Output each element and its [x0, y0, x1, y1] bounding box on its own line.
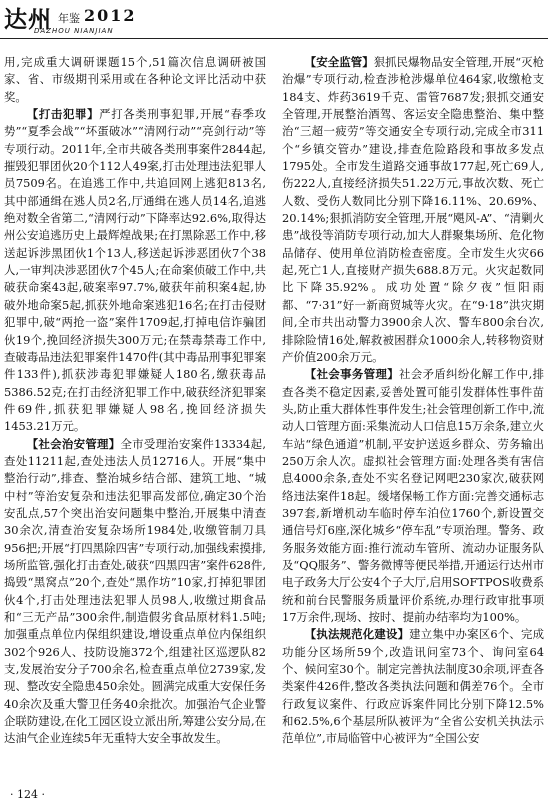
section-heading: 【社会事务管理】 [304, 367, 400, 382]
section-heading: 【安全监管】 [304, 55, 374, 69]
yearbook-title: 达州 [4, 7, 52, 33]
page-header [0, 0, 548, 46]
paragraph-public-order [4, 436, 266, 748]
yearbook-year: 2012 [84, 6, 137, 25]
paragraph-social-affairs [282, 366, 544, 626]
yearbook-subtitle: 年鉴 [58, 12, 80, 25]
section-heading: 【社会治安管理】 [26, 436, 121, 451]
section-heading: 【执法规范化建设】 [304, 627, 410, 642]
paragraph-text: 狠抓民爆物品安全管理,开展“灭枪治爆”专项行动,检查涉枪涉爆单位464家,收缴枪支184支、炸药3619千克、雷管7687发;狠抓交通安全管理,开展整治酒驾、客运安全隐患整治、集中整治“三超一疲劳”等交通安全专项行动,完成全市311个“乡镇交管办”建设,排查危险路段和事故多发点1795处。全市发生道路交通事故177起,死亡69人,伤222人,直接经济损失51.22万元,事故次数、死亡人数、受伤人数同比分别下降16.11%、20.69%、20.14%;狠抓消防安全管理,开展“飓风-A”、“清剿火患”战役等消防专项行动,加大人群聚集场所、危化物品储存、使用单位消防检查密度。全市发生火灾66起,死亡1人,直接财产损失688.8万元。火灾起数同比下降35.92%。成功处置“除夕夜”恒阳雨都、“7·31”好一新商贸城等火灾。在“9·18”洪灾期间,全市共出动警力3900余人次、警车800余台次,排除险情16处,解救被困群众1000余人,转移物资财产价值200余万元。 [282, 55, 544, 364]
paragraph-text: 全市受理治安案件13334起,查处11211起,查处违法人员12716人。开展“集中整治行动”,排查、整治城乡结合部、建筑工地、“城中村”等治安复杂和违法犯罪高发部位,确定30个治安乱点,57个突出治安问题集中整治,开展集中清查30余次,清查治安复杂场所1984处,收缴管制刀具956把;开展“打四黑除四害”专项行动,加强线索摸排,场所监管,强化打击查处,破获“四黑四害”案件628件,捣毁“黑窝点”20个,查处“黑作坊”10家,打掉犯罪团伙4个,打击处理违法犯罪人员98人,收缴过期食品和“三无产品”300余件,制造假劣食品原材料1.5吨;加强重点单位内保组织建设,增设重点单位内保组织302个926人、技防设施372个,组建社区巡逻队82支,发展治安分子700余名,检查重点单位2739家,发现、整改安全隐患450余处。圆满完成重大安保任务40余次及重大警卫任务40余批次。加强治气企业警企联防建设,在化工园区设立派出所,筹建公安分局,在达油气企业连续5年无重特大安全事故发生。 [4, 436, 266, 746]
paragraph-text: 建立集中办案区6个、完成功能分区场所59个,改造讯问室73个、询问室64个、候问室30个。制定完善执法制度30余项,评查各类案件426件,整改各类执法问题和偶差76个。全市行政复议案件、行政应诉案件同比分别下降12.5%和62.5%,6个基层所队被评为“全省公安机关执法示范单位”,市局临管中心被评为“全国公安 [282, 627, 544, 746]
paragraph-safety-supervision [282, 54, 544, 366]
paragraph-text: 严打各类刑事犯罪,开展“春季攻势”“夏季会战”“坏蛋破冰”“清网行动”“亮剑行动”等专项行动。2011年,全市共破各类刑事案件2844起,摧毁犯罪团伙20个112人49案,打击处理违法犯罪人员7509名。在追逃工作中,共追回网上逃犯813名,其中部通缉在逃人员2名,厅通缉在逃人员14名,追逃绝对数全省第二,“清网行动”下降率达92.6%,取得达州公安追逃历史上最辉煌战果;在打黑除恶工作中,移送起诉涉黑团伙1个13人,移送起诉涉恶团伙7个38人,一审判决涉恶团伙7个45人;在命案侦破工作中,共破获命案43起,破案率97.7%,破获年前积案4起,协破外地命案5起,抓获外地命案逃犯16名;在打击侵财犯罪中,破“两抢一盗”案件1709起,打掉电信诈骗团伙19个,挽回经济损失300万元;在禁毒禁毒工作中,查破毒品违法犯罪案件1470件(其中毒品刑事犯罪案件133件),抓获涉毒犯罪嫌疑人180名,缴获毒品5386.52克;在打击经济犯罪工作中,破获经济犯罪案件69件,抓获犯罪嫌疑人98名,挽回经济损失1453.21万元。 [4, 107, 266, 434]
yearbook-pinyin: DAZHOU NIANJIAN [34, 27, 114, 35]
paragraph-continuation [4, 54, 266, 106]
left-column [4, 54, 266, 748]
header-divider [0, 38, 548, 39]
right-column [282, 54, 544, 748]
paragraph-crime-crackdown [4, 106, 266, 436]
paragraph-law-enforcement [282, 626, 544, 747]
page-number: · 124 · [10, 788, 45, 801]
section-heading: 【打击犯罪】 [26, 107, 100, 122]
paragraph-text: 社会矛盾纠纷化解工作中,排查各类不稳定因素,妥善处置可能引发群体性事件苗头,防止重大群体性事件发生;社会管理创新工作中,流动人口管理方面:采集流动人口信息15万余条,建立火车站“绿色通道”机制,平安护送返乡群众、劳务输出250万余人次。虚拟社会管理方面:处理各类有害信息4000余条,查处不实名登记网吧230家次,破获网络违法案件18起。缓堵保畅工作方面:完善交通标志397套,新增机动车临时停车泊位1760个,新设置交通信号灯6座,深化城乡“停车乱”专项治理。警务、政务服务效能方面:推行流动车管所、流动办证服务队及“QQ服务”、警务微博等便民举措,开通运行达州市电子政务大厅公安4个子大厅,启用SOFTPOS收费系统和前台民警服务质量评价系统,办理行政审批事项17万余件,现场、按时、提前办结率均为100%。 [282, 367, 544, 624]
paragraph-text: 用,完成重大调研课题15个,51篇次信息调研被国家、省、市级期刊采用或在各种论文评比活动中获奖。 [4, 55, 266, 104]
